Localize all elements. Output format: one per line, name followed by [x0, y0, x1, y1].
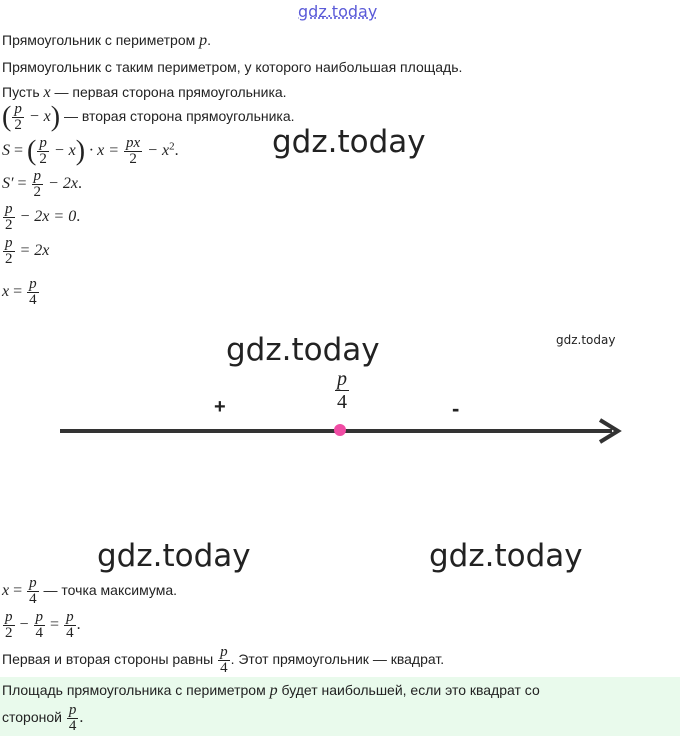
times-x: · x = [85, 142, 123, 160]
dot: . [174, 142, 179, 160]
critical-point-label [334, 368, 350, 413]
frac-den: 4 [337, 391, 347, 413]
frac-num: p [39, 135, 47, 151]
second-side-text: — вторая сторона прямоугольника. [60, 108, 295, 125]
line-zero-eq [2, 202, 80, 233]
line-given [2, 32, 211, 50]
fraction-p-over-4 [64, 610, 76, 641]
frac-num: p [220, 644, 228, 660]
minus-x-squared: − x [143, 142, 170, 160]
equals: = [9, 283, 27, 301]
var-x: x [43, 84, 51, 101]
var-S-prime: S′ [2, 175, 14, 193]
dot: . [79, 709, 84, 727]
frac-den: 4 [66, 625, 74, 641]
critical-point-marker [334, 424, 346, 436]
fraction-p-over-2 [3, 202, 15, 233]
frac-den: 2 [14, 117, 22, 133]
minus-2x-eq-0: − 2x = 0 [15, 208, 77, 226]
watermark-small: gdz.today [556, 333, 616, 347]
paren-close: ) [50, 101, 61, 133]
answer-text-a: Площадь прямоугольника с периметром [2, 682, 270, 698]
watermark-bottom-right: gdz.today [429, 538, 583, 574]
equals: = [9, 582, 27, 600]
minus-x: − x [49, 142, 76, 160]
var-S: S [2, 142, 10, 160]
watermark-mid1: gdz.today [272, 124, 426, 160]
minus: − [15, 616, 33, 634]
watermark-mid2: gdz.today [226, 332, 380, 368]
dot: . [77, 175, 82, 193]
line-let [2, 84, 287, 102]
frac-num: p [5, 609, 13, 625]
line-area-formula [2, 136, 179, 167]
frac-den: 4 [29, 591, 37, 607]
frac-den: 2 [33, 184, 42, 200]
line-solve [2, 236, 49, 267]
frac-num: px [126, 135, 141, 151]
paren-open: ( [27, 135, 37, 167]
line-sides-equal [2, 645, 444, 676]
frac-num: p [337, 368, 347, 390]
dot: . [207, 32, 212, 48]
sign-minus: - [452, 396, 460, 421]
frac-den: 2 [129, 151, 137, 167]
fraction-p-over-4 [27, 576, 39, 607]
line-second-side [2, 102, 295, 133]
line-derivative [2, 169, 82, 200]
line-x-solution [2, 277, 40, 308]
dot: . [76, 616, 81, 634]
fraction-p-over-4 [67, 703, 79, 734]
frac-num: p [14, 101, 22, 117]
frac-den: 2 [5, 625, 13, 641]
equals: = [46, 616, 64, 634]
frac-num: p [35, 609, 44, 625]
var-p: p [269, 682, 278, 699]
minus-2x: − 2x [44, 175, 78, 193]
fraction-p-over-4 [218, 645, 230, 676]
frac-den: 2 [5, 251, 13, 267]
fraction-p-over-4 [27, 277, 39, 308]
fraction-p-over-4 [34, 610, 46, 641]
fraction-p-over-2 [12, 102, 24, 133]
answer-text-c: стороной [2, 709, 66, 726]
frac-num: p [5, 235, 13, 251]
maximum-text: — точка максимума. [39, 582, 177, 599]
minus-x: − x [24, 108, 51, 126]
equals: = [13, 175, 31, 193]
answer-text-b: будет наибольшей, если это квадрат со [277, 682, 540, 698]
frac-num: p [5, 201, 13, 217]
frac-den: 4 [29, 292, 37, 308]
answer-line-1 [2, 682, 540, 700]
frac-num: p [66, 609, 74, 625]
answer-line-2 [2, 703, 83, 734]
find-text: Прямоугольник с таким периметром, у которого наибольшая площадь. [2, 59, 463, 75]
sides-text: Первая и вторая стороны равны [2, 651, 218, 668]
line-find [2, 59, 462, 75]
frac-den: 4 [35, 625, 44, 641]
var-x: x [2, 283, 10, 301]
equals: = [10, 142, 28, 160]
watermark-bottom-left: gdz.today [97, 538, 251, 574]
frac-num: p [68, 702, 77, 718]
line-maximum [2, 576, 177, 607]
eq-2x: = 2x [15, 242, 50, 260]
line-second-side-calc [2, 610, 81, 641]
frac-den: 4 [68, 718, 77, 734]
given-text: Прямоугольник с периметром [2, 32, 200, 48]
watermark-top: gdz.today [298, 2, 378, 21]
fraction-p-over-2 [37, 136, 49, 167]
var-p: p [199, 32, 208, 49]
sign-plus: + [214, 396, 226, 418]
var-x: x [2, 582, 10, 600]
paren-close: ) [75, 135, 86, 167]
square-text: . Этот прямоугольник — квадрат. [230, 651, 445, 668]
fraction-p-over-2 [3, 610, 15, 641]
frac-num: p [29, 575, 37, 591]
let-text: Пусть [2, 84, 44, 100]
fraction-p-over-2 [3, 236, 15, 267]
frac-num: p [29, 276, 37, 292]
paren-open: ( [2, 101, 12, 133]
fraction-px-over-2 [124, 136, 142, 167]
dot: . [76, 208, 81, 226]
frac-den: 2 [39, 151, 47, 167]
first-side-text: — первая сторона прямоугольника. [50, 84, 287, 100]
frac-den: 2 [5, 217, 13, 233]
fraction-p-over-4 [335, 368, 349, 413]
frac-den: 4 [220, 660, 228, 676]
fraction-p-over-2 [32, 169, 44, 200]
exponent: 2 [169, 140, 175, 153]
frac-num: p [33, 168, 42, 184]
